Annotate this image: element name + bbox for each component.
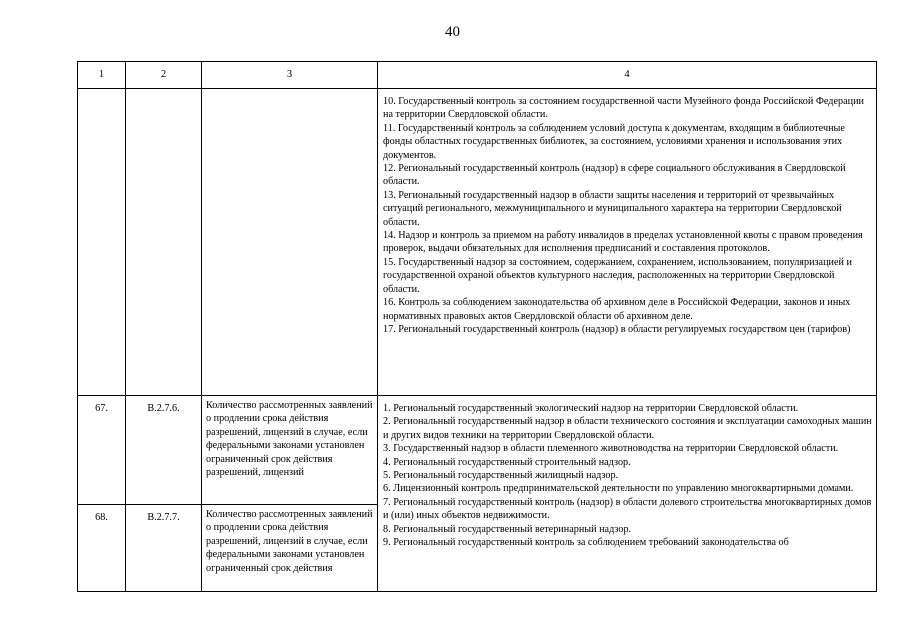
column-header: 2 bbox=[126, 62, 202, 89]
control-types-cell bbox=[378, 89, 877, 396]
table-row-67 bbox=[78, 396, 877, 505]
list-item: 8. Региональный государственный ветеринарный надзор. bbox=[383, 523, 632, 535]
table-cell-empty bbox=[78, 89, 126, 396]
list-item: 17. Региональный государственный контроль (надзор) в области регулируемых государством цен (тарифов) bbox=[383, 323, 851, 335]
column-header: 4 bbox=[378, 62, 877, 89]
row-number: 68. bbox=[78, 505, 126, 592]
row-number: 67. bbox=[78, 396, 126, 505]
list-item: 12. Региональный государственный контроль (надзор) в сфере социального обслуживания в Свердловской области. bbox=[383, 163, 846, 188]
row-code: В.2.7.7. bbox=[126, 505, 202, 592]
list-item: 13. Региональный государственный надзор в области защиты населения и территорий от чрезвычайных ситуаций регионального, межмуниципального и муниципального характера на территории Свердловской области. bbox=[383, 189, 842, 228]
table-header-row bbox=[78, 62, 877, 89]
column-header: 1 bbox=[78, 62, 126, 89]
list-item: 4. Региональный государственный строительный надзор. bbox=[383, 456, 631, 468]
list-item: 15. Государственный надзор за состоянием, содержанием, сохранением, использованием, популяризацией и государственной охраной объектов культурного наследия, расположенных на территории Свердловской области. bbox=[383, 256, 852, 295]
page-number: 40 bbox=[445, 24, 460, 40]
list-item: 9. Региональный государственный контроль за соблюдением требований законодательства об bbox=[383, 537, 789, 549]
indicator-text: Количество рассмотренных заявлений о продлении срока действия разрешений, лицензий в случае, если федеральными законами установлен ограниченный срок действия разрешений, лицензий bbox=[202, 396, 378, 505]
table-row-continued bbox=[78, 89, 877, 396]
control-types-cell bbox=[378, 396, 877, 592]
list-item: 5. Региональный государственный жилищный надзор. bbox=[383, 470, 619, 482]
table-cell-empty bbox=[202, 89, 378, 396]
list-item: 3. Государственный надзор в области племенного животноводства на территории Свердловской области. bbox=[383, 443, 839, 455]
list-item: 2. Региональный государственный надзор в области технического состояния и эксплуатации самоходных машин и других видов техники на территории Свердловской области. bbox=[383, 416, 872, 441]
list-item: 16. Контроль за соблюдением законодательства об архивном деле в Российской Федерации, законов и иных нормативных правовых актов Свердловской области об архивном деле. bbox=[383, 297, 851, 322]
indicator-text: Количество рассмотренных заявлений о продлении срока действия разрешений, лицензий в случае, если федеральными законами установлен ограниченный срок действия bbox=[202, 505, 378, 592]
list-item: 1. Региональный государственный экологический надзор на территории Свердловской области. bbox=[383, 403, 799, 414]
list-item: 6. Лицензионный контроль предпринимательской деятельности по управлению многоквартирными домами. bbox=[383, 483, 854, 495]
list-item: 7. Региональный государственный контроль (надзор) в области долевого строительства многоквартирных домов и (или) иных объектов недвижимости. bbox=[383, 496, 872, 522]
table-cell-empty bbox=[126, 89, 202, 396]
list-item: 11. Государственный контроль за соблюдением условий доступа к документам, входящим в библиотечные фонды областных государственных библиотек, за состоянием, условиями хранения и использования этих документов. bbox=[383, 122, 845, 161]
column-header: 3 bbox=[202, 62, 378, 89]
list-item: 10. Государственный контроль за состоянием государственной части Музейного фонда Российской Федерации на территории Свердловской области. bbox=[383, 96, 864, 121]
document-table bbox=[77, 61, 877, 592]
list-item: 14. Надзор и контроль за приемом на работу инвалидов в пределах установленной квоты с правом проведения проверок, выдачи обязательных для исполнения предписаний и составления протоколов. bbox=[383, 230, 863, 255]
row-code: В.2.7.6. bbox=[126, 396, 202, 505]
